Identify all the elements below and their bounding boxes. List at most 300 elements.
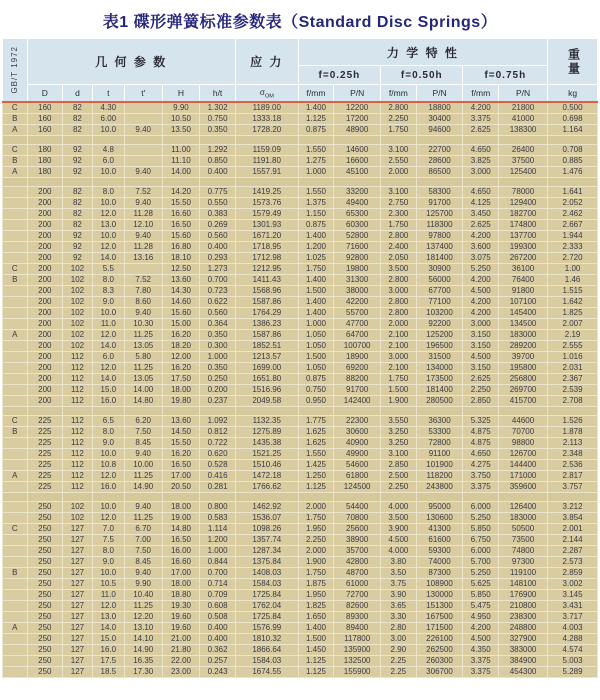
cell [162,407,200,416]
cell: 16.00 [162,546,200,557]
cell: 145400 [498,308,547,319]
cell: 1.750 [381,220,416,231]
cell: 225 [27,416,62,427]
cell: 4.650 [463,145,498,156]
cell: 94600 [416,125,463,136]
cell: 125200 [416,330,463,341]
cell: 3.000 [463,319,498,330]
cell [200,178,235,187]
cell [334,178,381,187]
cell: 1.775 [298,416,333,427]
cell: 1.375 [298,198,333,209]
cell: 1.00 [548,264,598,275]
type-cell [3,590,28,601]
cell: 1.875 [298,579,333,590]
cell: 4.200 [463,297,498,308]
cell: 8.60 [124,297,162,308]
cell: 12.0 [92,471,124,482]
cell: 9.40 [124,231,162,242]
cell [162,493,200,502]
cell: 0.950 [298,396,333,407]
cell: 0.550 [200,198,235,209]
cell: 11.0 [92,319,124,330]
cell: 112 [63,449,93,460]
cell: 1462.92 [235,502,298,513]
cell: 26400 [498,145,547,156]
cell: 14.90 [124,482,162,493]
header-mechanical: 力 学 特 性 [298,39,547,66]
cell: 1.050 [298,363,333,374]
cell: 3.000 [463,167,498,178]
cell: 19.60 [162,623,200,634]
cell: 91800 [498,286,547,297]
cell: 102 [63,330,93,341]
cell: 7.00 [124,535,162,546]
table-row [3,546,598,557]
type-cell: B [3,427,28,438]
cell: 6.5 [92,416,124,427]
type-cell: C [3,145,28,156]
cell: 1.550 [298,449,333,460]
cell: 3.550 [381,416,416,427]
cell: 2.462 [548,209,598,220]
cell: 200 [27,242,62,253]
cell: 112 [63,460,93,471]
cell: 4.003 [548,623,598,634]
cell: 3.002 [548,579,598,590]
cell: 1.825 [548,308,598,319]
cell: 18800 [416,102,463,114]
cell: 1.200 [200,535,235,546]
type-cell [3,187,28,198]
cell: 91700 [334,385,381,396]
cell [27,407,62,416]
cell [548,493,598,502]
cell: 8.45 [124,438,162,449]
col-kg: kg [548,85,598,103]
type-cell [3,493,28,502]
cell: 10.0 [92,167,124,178]
cell: 9.40 [124,198,162,209]
type-cell [3,579,28,590]
type-cell [3,352,28,363]
cell [548,178,598,187]
cell: 4.500 [381,535,416,546]
cell: 4.950 [463,612,498,623]
cell: 1.750 [298,513,333,524]
cell: 101900 [416,460,463,471]
table-row [3,385,598,396]
cell: 0.383 [200,209,235,220]
cell: 70700 [498,427,547,438]
cell [124,493,162,502]
cell: 16.50 [162,460,200,471]
cell: 82 [63,198,93,209]
cell: 76400 [498,275,547,286]
cell: 0.875 [298,374,333,385]
cell: 82 [63,114,93,125]
cell: 5.250 [463,568,498,579]
cell: 118200 [416,471,463,482]
cell: 260300 [416,656,463,667]
cell: 2.800 [381,275,416,286]
cell: 2.708 [548,396,598,407]
cell: 92 [63,242,93,253]
cell: 64700 [334,330,381,341]
cell: 2.250 [298,535,333,546]
type-cell [3,178,28,187]
cell: 0.608 [200,601,235,612]
cell: 200 [27,396,62,407]
table-row [3,524,598,535]
cell: 280500 [416,396,463,407]
cell: 2.19 [548,330,598,341]
col-t-prime: t′ [124,85,162,103]
cell: 5.80 [124,352,162,363]
cell: 6.000 [463,502,498,513]
cell: 72700 [334,590,381,601]
cell: 1.050 [298,330,333,341]
cell: 1576.99 [235,623,298,634]
cell: 3.100 [381,187,416,198]
cell [124,102,162,114]
cell: 181400 [416,385,463,396]
cell [92,493,124,502]
cell: 14.20 [162,187,200,198]
cell: 14.10 [124,634,162,645]
cell: 0.750 [298,385,333,396]
cell: 13.05 [124,374,162,385]
cell: 98800 [498,438,547,449]
cell: 92200 [416,319,463,330]
cell: 59300 [416,546,463,557]
cell: 71600 [334,242,381,253]
cell: 415700 [498,396,547,407]
cell: 4.30 [92,102,124,114]
cell: 2.250 [381,114,416,125]
cell [162,136,200,145]
cell: 11.25 [124,513,162,524]
cell: 1557.91 [235,167,298,178]
type-cell [3,557,28,568]
cell: 0.237 [200,396,235,407]
cell: 10.00 [124,460,162,471]
col-f-025: f/mm [298,85,333,103]
cell: 14.0 [92,341,124,352]
col-sigma [235,85,298,103]
cell [200,493,235,502]
separator-row [3,178,598,187]
cell: 1.400 [298,308,333,319]
cell: 44600 [498,416,547,427]
cell [124,114,162,125]
cell: 13.60 [162,416,200,427]
cell: 289200 [498,341,547,352]
type-cell: A [3,125,28,136]
cell: 102 [63,513,93,524]
cell: 200 [27,231,62,242]
cell: 0.723 [200,286,235,297]
cell: 97800 [416,231,463,242]
type-cell [3,231,28,242]
cell [124,136,162,145]
type-cell: B [3,568,28,579]
table-row [3,502,598,513]
cell: 3.100 [381,145,416,156]
cell: 7.52 [124,187,162,198]
cell: 54600 [334,460,381,471]
cell: 1435.38 [235,438,298,449]
cell: 2.667 [548,220,598,231]
cell: 200 [27,209,62,220]
cell: 13.50 [162,125,200,136]
cell: 183000 [498,513,547,524]
cell: 55700 [334,308,381,319]
table-row [3,114,598,125]
cell: 1.250 [298,471,333,482]
cell: 49400 [334,198,381,209]
type-cell [3,645,28,656]
cell: 92 [63,253,93,264]
cell: 5.325 [463,416,498,427]
cell: 1.092 [200,416,235,427]
cell: 1718.95 [235,242,298,253]
cell: 0.400 [200,623,235,634]
cell: 23.00 [162,667,200,678]
cell: 91100 [416,449,463,460]
cell: 6.00 [92,114,124,125]
cell: 2.550 [381,156,416,167]
table-row [3,656,598,667]
cell: 4.500 [463,634,498,645]
type-cell [3,513,28,524]
cell: 48900 [334,125,381,136]
cell [463,493,498,502]
cell: 1.550 [298,145,333,156]
cell: 112 [63,427,93,438]
cell: 15.60 [162,231,200,242]
cell: 2.625 [463,220,498,231]
cell: 33200 [334,187,381,198]
cell: 37500 [498,156,547,167]
cell: 13.10 [124,623,162,634]
cell: 74800 [498,546,547,557]
cell: 454300 [498,667,547,678]
cell: 250 [27,546,62,557]
cell [298,493,333,502]
table-row [3,396,598,407]
col-p-050: P/N [416,85,463,103]
cell: 18.80 [162,590,200,601]
cell: 2.100 [381,330,416,341]
cell: 10.5 [92,579,124,590]
cell: 1.500 [298,352,333,363]
cell: 102 [63,341,93,352]
cell: 1419.25 [235,187,298,198]
cell: 18.00 [162,385,200,396]
cell: 1357.74 [235,535,298,546]
table-row [3,319,598,330]
cell: 39700 [498,352,547,363]
cell: 0.416 [200,471,235,482]
cell: 78000 [498,187,547,198]
cell: 2.113 [548,438,598,449]
cell: 4.875 [463,438,498,449]
cell: 15.0 [92,634,124,645]
cell: 19.00 [162,513,200,524]
cell: 250 [27,634,62,645]
cell: 1810.32 [235,634,298,645]
cell [334,493,381,502]
cell: 38000 [334,286,381,297]
cell: 3.375 [463,656,498,667]
cell: 92800 [334,253,381,264]
cell: 1516.96 [235,385,298,396]
cell: 4.200 [463,102,498,114]
cell: 3.100 [381,449,416,460]
type-cell [3,374,28,385]
cell: 10.0 [92,231,124,242]
cell: 0.709 [200,590,235,601]
type-cell [3,407,28,416]
table-row [3,513,598,524]
cell: 1.400 [298,297,333,308]
col-p-075: P/N [498,85,547,103]
cell: 52800 [334,231,381,242]
cell: 127 [63,579,93,590]
table-row [3,167,598,178]
cell [416,493,463,502]
cell: 1.476 [548,167,598,178]
cell: 137400 [416,242,463,253]
type-cell: A [3,167,28,178]
cell: 2.287 [548,546,598,557]
cell: 1386.23 [235,319,298,330]
cell: 5.289 [548,667,598,678]
cell: 3.854 [548,513,598,524]
cell: 13.0 [92,220,124,231]
cell: 3.250 [381,438,416,449]
cell: 126700 [498,449,547,460]
cell: 181400 [416,253,463,264]
cell: 173500 [416,374,463,385]
cell: 82 [63,220,93,231]
cell: 3.600 [463,242,498,253]
cell: 92 [63,145,93,156]
cell: 1408.03 [235,568,298,579]
cell: 18.5 [92,667,124,678]
cell: 102 [63,264,93,275]
type-cell [3,319,28,330]
cell: 18.00 [162,579,200,590]
cell: 3.50 [381,568,416,579]
cell: 250 [27,579,62,590]
cell: 1.400 [298,275,333,286]
cell: 171500 [416,623,463,634]
cell: 1651.80 [235,374,298,385]
cell: 112 [63,385,93,396]
cell: 16.35 [124,656,162,667]
cell: 199300 [498,242,547,253]
cell: 50500 [498,524,547,535]
cell: 6.20 [124,416,162,427]
cell: 12200 [334,102,381,114]
cell: 3.500 [381,264,416,275]
cell: 1.050 [298,341,333,352]
table-row [3,145,598,156]
cell: 2.100 [381,341,416,352]
cell: 12.0 [92,330,124,341]
cell: 144400 [498,460,547,471]
cell: 5.250 [463,513,498,524]
cell: 11.25 [124,363,162,374]
type-cell [3,242,28,253]
cell: 250 [27,590,62,601]
cell [416,178,463,187]
cell: 1671.20 [235,231,298,242]
cell: 127 [63,612,93,623]
cell: 2.400 [381,242,416,253]
type-cell [3,286,28,297]
cell: 127 [63,546,93,557]
cell: 250 [27,601,62,612]
cell: 5.5 [92,264,124,275]
table-row [3,242,598,253]
cell: 12.0 [92,601,124,612]
table-row [3,330,598,341]
cell: 7.80 [124,286,162,297]
cell: 135900 [334,645,381,656]
cell: 17.5 [92,656,124,667]
cell: 19.30 [162,601,200,612]
cell: 1.46 [548,275,598,286]
cell [416,407,463,416]
cell: 72800 [416,438,463,449]
cell: 262500 [416,645,463,656]
cell: 25600 [334,524,381,535]
cell: 130600 [416,513,463,524]
cell: 112 [63,396,93,407]
cell: 65300 [334,209,381,220]
col-H: H [162,85,200,103]
cell: 36100 [498,264,547,275]
cell: 0.364 [200,319,235,330]
cell: 86500 [416,167,463,178]
cell: 10.0 [92,502,124,513]
cell: 1.515 [548,286,598,297]
cell: 2.750 [381,198,416,209]
cell: 1.900 [381,396,416,407]
cell: 4.200 [463,308,498,319]
cell: 14.60 [162,297,200,308]
cell: 36300 [416,416,463,427]
cell: 45100 [334,167,381,178]
table-row [3,363,598,374]
cell: 250 [27,513,62,524]
cell: 1.400 [298,623,333,634]
cell: 0.400 [200,167,235,178]
cell: 1.302 [200,102,235,114]
table-row [3,482,598,493]
cell: 1725.84 [235,590,298,601]
cell: 0.350 [200,330,235,341]
cell: 95000 [416,502,463,513]
cell: 5.475 [463,601,498,612]
table-row [3,102,598,114]
cell: 1.900 [298,557,333,568]
cell: 2.031 [548,363,598,374]
cell: 9.90 [162,102,200,114]
